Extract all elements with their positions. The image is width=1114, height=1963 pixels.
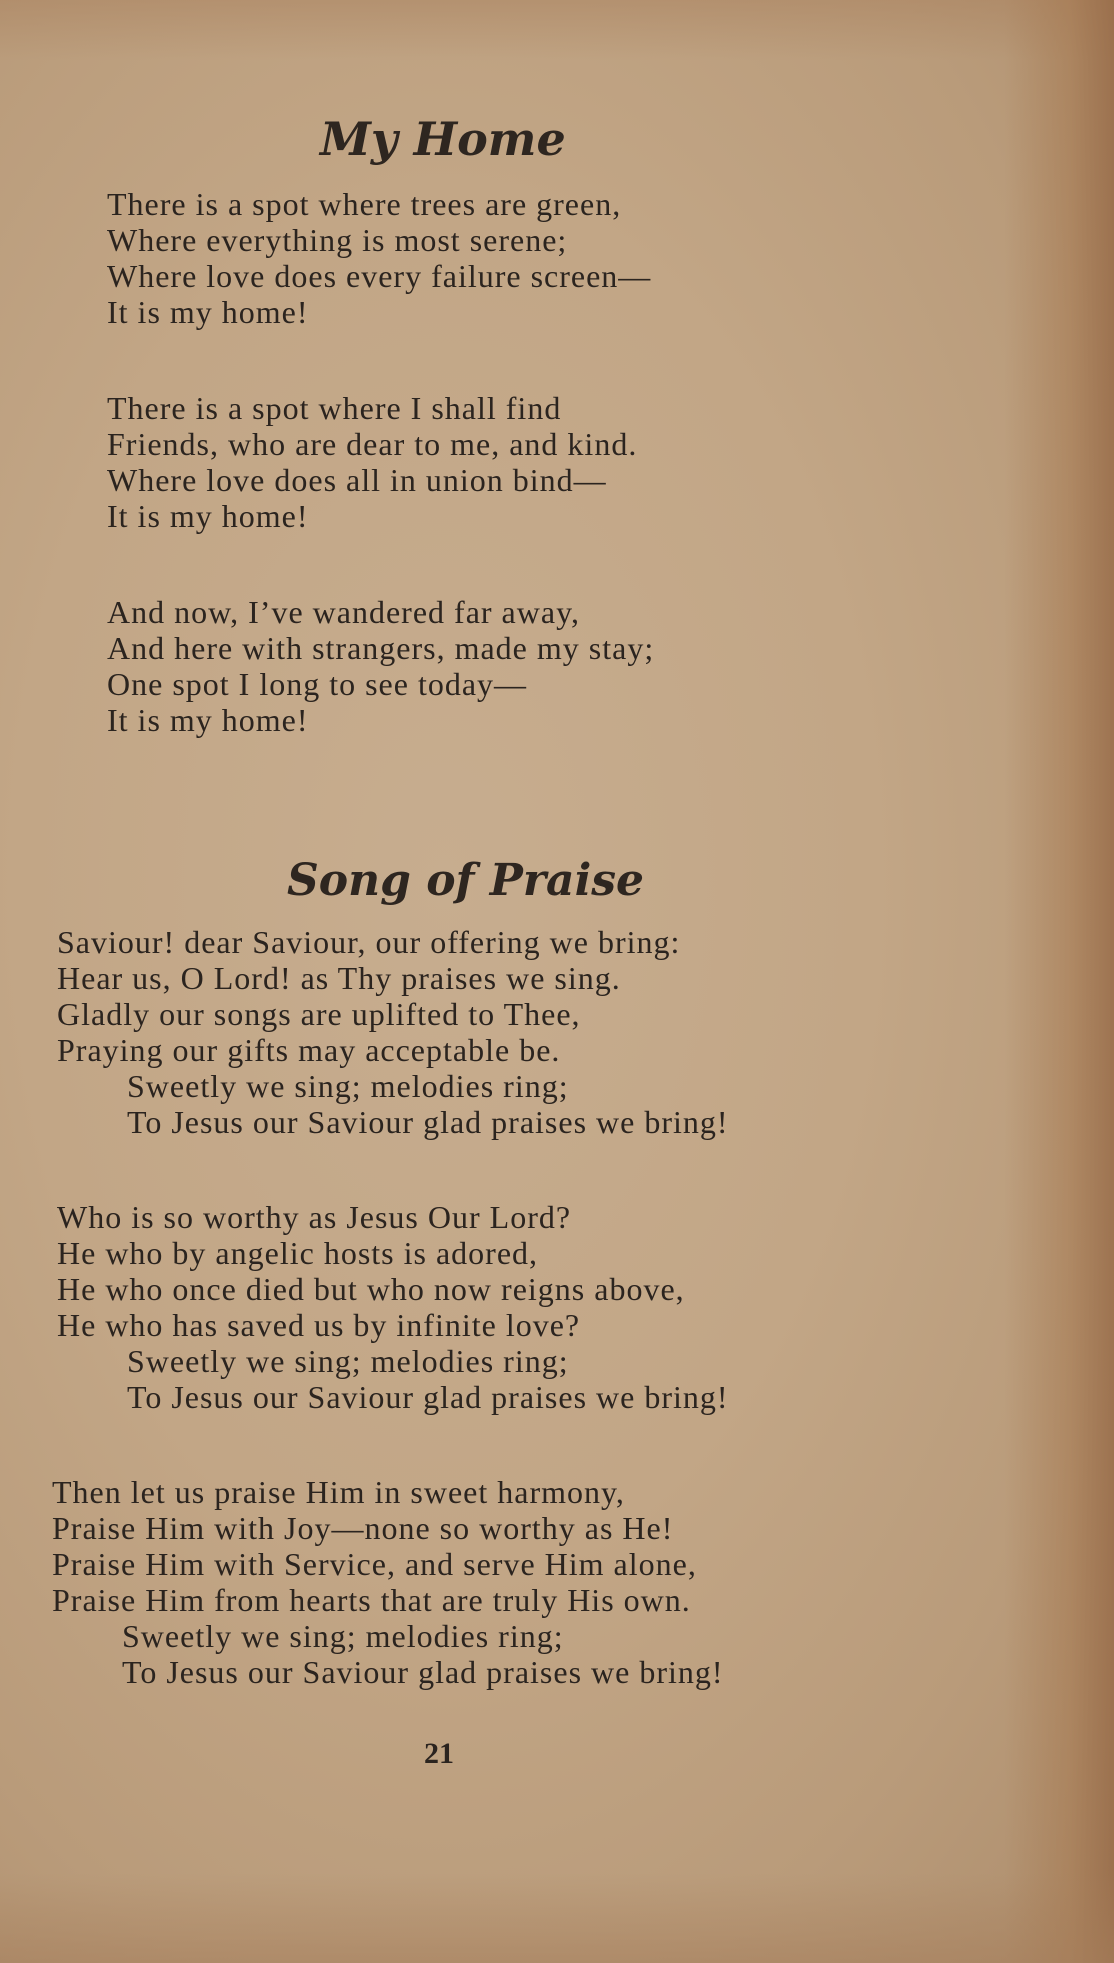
poem-line: One spot I long to see today— [107,666,528,702]
poem-line: It is my home! [107,294,309,330]
my-home-stanza-2 [107,390,637,534]
poem-line: And now, I’ve wandered far away, [107,594,580,630]
poem-line: Then let us praise Him in sweet harmony, [52,1474,625,1510]
poem-line: Praise Him with Service, and serve Him alone, [52,1546,697,1582]
poem-line: He who by angelic hosts is adored, [57,1235,539,1271]
poem-line: Gladly our songs are uplifted to Thee, [57,996,581,1032]
poem-line: Where love does every failure screen— [107,258,652,294]
poem-line: Where everything is most serene; [107,222,568,258]
poem-line: Praying our gifts may acceptable be. [57,1032,561,1068]
my-home-stanza-3 [107,594,654,738]
song-of-praise-stanza-1 [57,924,729,1140]
song-of-praise-stanza-3 [52,1474,724,1690]
song-of-praise-stanza-2 [57,1199,729,1415]
poem-title-song-of-praise: Song of Praise [287,855,645,906]
poem-line: Praise Him with Joy—none so worthy as He! [52,1510,674,1546]
poem-refrain-line: To Jesus our Saviour glad praises we bring! [127,1104,729,1140]
poem-refrain-line: Sweetly we sing; melodies ring; [127,1343,569,1379]
poem-line: He who has saved us by infinite love? [57,1307,581,1343]
poem-line: There is a spot where trees are green, [107,186,622,222]
page-edge-shading-right [1004,0,1114,1963]
poem-line: Praise Him from hearts that are truly His own. [52,1582,691,1618]
poem-refrain-line: Sweetly we sing; melodies ring; [127,1068,569,1104]
poem-line: And here with strangers, made my stay; [107,630,655,666]
poem-refrain-line: To Jesus our Saviour glad praises we bring! [127,1379,729,1415]
poem-title-my-home: My Home [320,112,566,166]
poem-refrain-line: To Jesus our Saviour glad praises we bring! [122,1654,724,1690]
poem-line: He who once died but who now reigns above, [57,1271,685,1307]
poem-refrain-line: Sweetly we sing; melodies ring; [122,1618,564,1654]
poem-line: Where love does all in union bind— [107,462,607,498]
poem-line: There is a spot where I shall find [107,390,562,426]
poem-line: Who is so worthy as Jesus Our Lord? [57,1199,572,1235]
poem-line: Hear us, O Lord! as Thy praises we sing. [57,960,621,996]
poem-line: It is my home! [107,702,309,738]
page-number: 21 [424,1737,454,1770]
poem-line: Friends, who are dear to me, and kind. [107,426,638,462]
my-home-stanza-1 [107,186,651,330]
page-edge-shading-bottom [0,1873,1114,1963]
page-edge-shading-top [0,0,1114,60]
poem-line: Saviour! dear Saviour, our offering we bring: [57,924,681,960]
poem-line: It is my home! [107,498,309,534]
